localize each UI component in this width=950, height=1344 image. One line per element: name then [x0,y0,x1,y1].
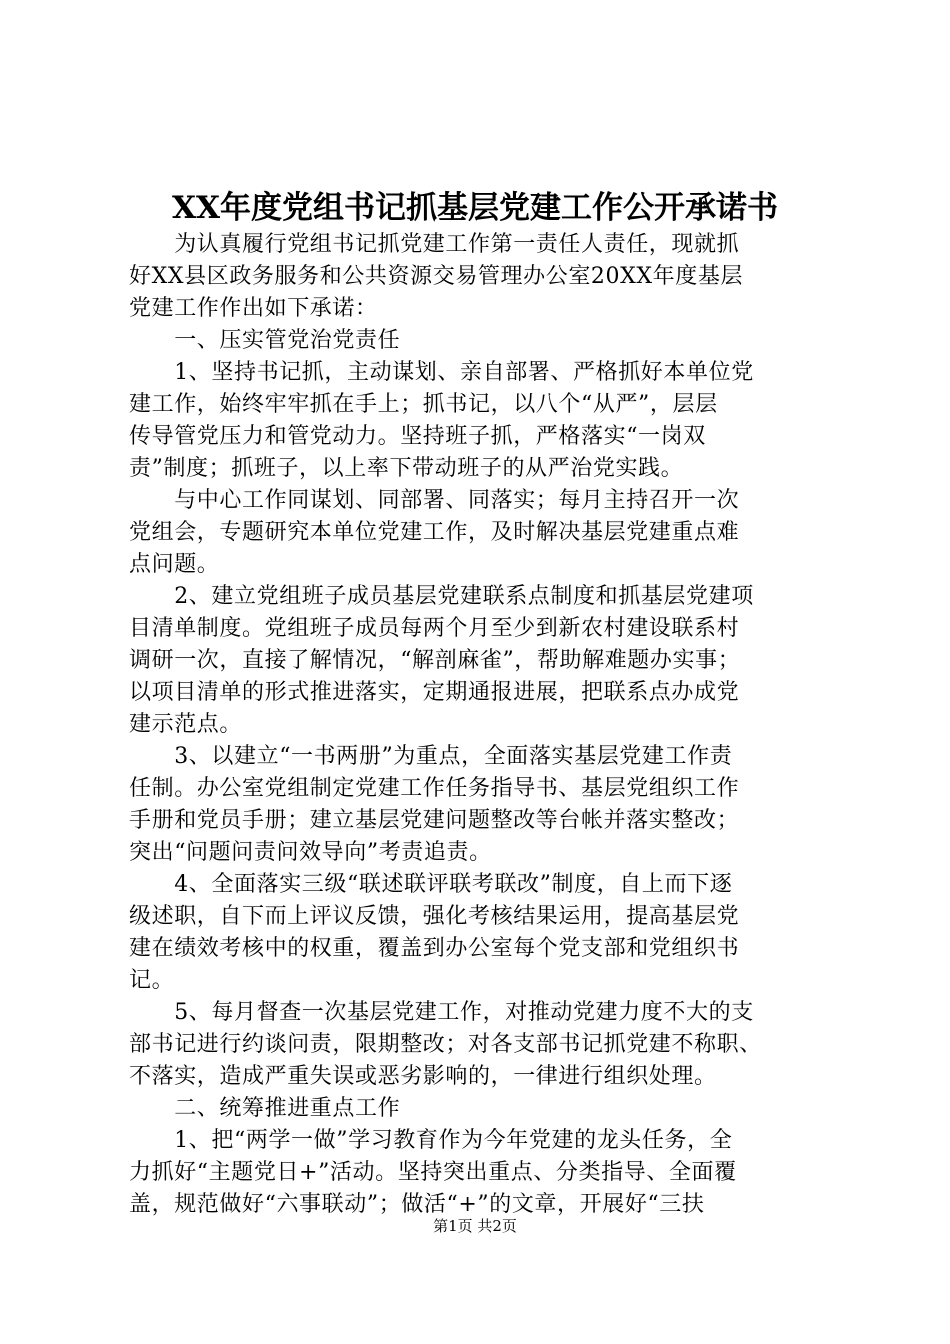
body-line: 以项目清单的形式推进落实，定期通报进展，把联系点办成党 [129,680,740,705]
body-line: 党组会，专题研究本单位党建工作，及时解决基层党建重点难 [129,520,740,545]
body-line: 1、把“两学一做”学习教育作为今年党建的龙头任务，全 [129,1128,733,1153]
body-line: 力抓好“主题党日+”活动。坚持突出重点、分类指导、全面覆 [129,1160,737,1185]
section-heading: 二、统筹推进重点工作 [129,1096,401,1121]
body-line: 1、坚持书记抓，主动谋划、亲自部署、严格抓好本单位党 [129,360,754,385]
body-line: 手册和党员手册；建立基层党建问题整改等台帐并落实整改； [129,808,740,833]
body-line: 传导管党压力和管党动力。坚持班子抓，严格落实“一岗双 [129,424,706,449]
body-line: 好XX县区政务服务和公共资源交易管理办公室20XX年度基层 [129,264,744,289]
body-line: 与中心工作同谋划、同部署、同落实；每月主持召开一次 [129,488,740,513]
body-line: 部书记进行约谈问责，限期整改；对各支部书记抓党建不称职、 [129,1032,762,1057]
body-line: 点问题。 [129,552,220,577]
body-line: 目清单制度。党组班子成员每两个月至少到新农村建设联系村 [129,616,740,641]
body-line: 为认真履行党组书记抓党建工作第一责任人责任，现就抓 [129,232,740,257]
body-line: 2、建立党组班子成员基层党建联系点制度和抓基层党建项 [129,584,754,609]
body-line: 3、以建立“一书两册”为重点，全面落实基层党建工作责 [129,744,733,769]
body-line: 任制。办公室党组制定党建工作任务指导书、基层党组织工作 [129,776,740,801]
body-line: 4、全面落实三级“联述联评联考联改”制度，自上而下逐 [129,872,733,897]
body-line: 记。 [129,968,175,993]
body-line: 级述职，自下而上评议反馈，强化考核结果运用，提高基层党 [129,904,740,929]
document-body [129,229,849,1221]
body-line: 责”制度；抓班子，以上率下带动班子的从严治党实践。 [129,456,684,481]
page-number-footer: 第1页 共2页 [433,1217,517,1235]
body-line: 不落实，造成严重失误或恶劣影响的，一律进行组织处理。 [129,1064,717,1089]
body-line: 建工作，始终牢牢抓在手上；抓书记，以八个“从严”，层层 [129,392,718,417]
body-line: 突出“问题问责问效导向”考责追责。 [129,840,492,865]
body-line: 5、每月督查一次基层党建工作，对推动党建力度不大的支 [129,1000,754,1025]
body-line: 党建工作作出如下承诺： [129,296,378,321]
body-line: 盖，规范做好“六事联动”；做活“+”的文章，开展好“三扶 [129,1192,705,1217]
body-line: 建示范点。 [129,712,243,737]
section-heading: 一、压实管党治党责任 [129,328,401,353]
document-title: XX年度党组书记抓基层党建工作公开承诺书 [171,190,779,226]
body-line: 调研一次，直接了解情况，“解剖麻雀”，帮助解难题办实事； [129,648,741,673]
body-line: 建在绩效考核中的权重，覆盖到办公室每个党支部和党组织书 [129,936,740,961]
